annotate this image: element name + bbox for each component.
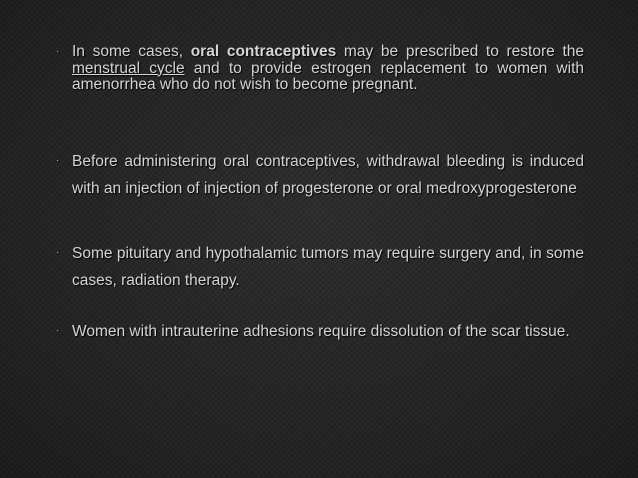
bullet-tumors [56,240,584,294]
bullet-text [72,44,584,94]
underlined-term: menstrual cycle [72,59,185,77]
bullet-text-part: may be prescribed to restore the [336,43,584,60]
bullet-text: Some pituitary and hypothalamic tumors may require surgery and, in some cases, radiation therapy. [72,245,584,289]
bullet-point-icon: · [56,46,60,57]
bullet-withdrawal-bleeding [56,148,584,202]
bullet-point-icon: · [56,155,60,166]
bold-term: oral contraceptives [190,43,337,60]
bullet-text-part: and to provide estrogen replacement to women with amenorrhea who do not wish to become pregnant. [72,59,584,93]
bullet-text: Women with intrauterine adhesions require dissolution of the scar tissue. [72,323,570,340]
bullet-adhesions [56,318,584,345]
bullet-text-part: In some cases, [72,43,191,60]
bullet-point-icon: · [56,247,60,258]
bullet-point-icon: · [56,325,60,336]
bullet-text: Before administering oral contraceptives, withdrawal bleeding is induced with an injection of injection of progesterone or oral medroxyprogesterone [72,153,584,197]
bullet-oral-contraceptives [56,44,584,94]
